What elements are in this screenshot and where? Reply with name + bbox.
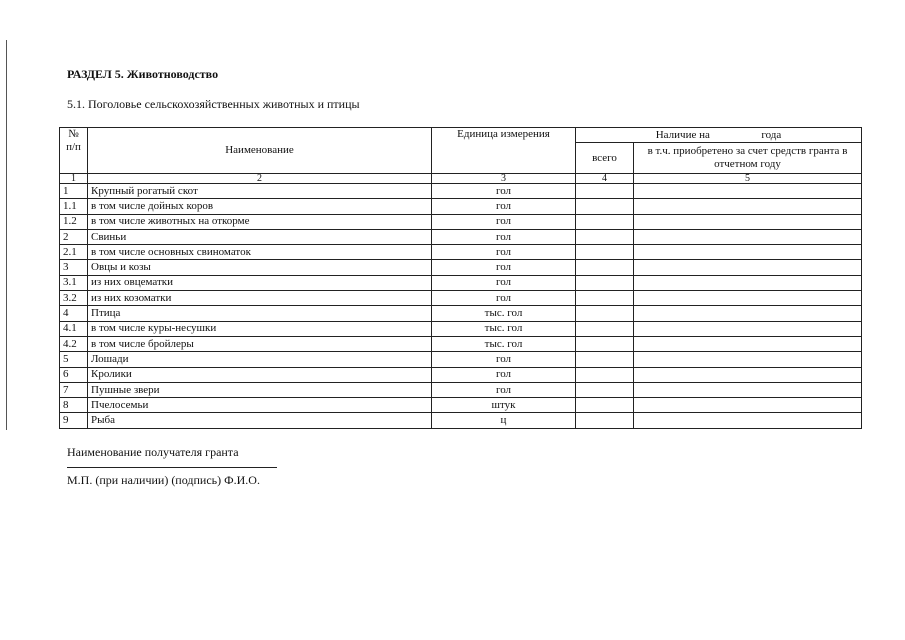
row-unit-cell: гол <box>432 199 576 214</box>
row-name-cell: Пушные звери <box>88 382 432 397</box>
row-grant-cell <box>634 306 862 321</box>
row-name-cell: Овцы и козы <box>88 260 432 275</box>
row-unit-cell: гол <box>432 260 576 275</box>
header-availability-suffix: года <box>761 128 782 141</box>
row-unit-cell: гол <box>432 352 576 367</box>
table-row <box>60 382 862 397</box>
row-name-cell: в том числе бройлеры <box>88 336 432 351</box>
signature-caption: М.П. (при наличии) (подпись) Ф.И.О. <box>67 473 260 487</box>
row-total-cell <box>576 199 634 214</box>
row-total-cell <box>576 245 634 260</box>
row-total-cell <box>576 382 634 397</box>
row-grant-cell <box>634 367 862 382</box>
column-number-row <box>60 174 862 184</box>
header-num: № п/п <box>60 128 88 174</box>
livestock-table <box>59 127 862 429</box>
row-unit-cell: гол <box>432 229 576 244</box>
row-grant-cell <box>634 275 862 290</box>
row-num-cell: 1.1 <box>60 199 88 214</box>
row-num-cell: 8 <box>60 398 88 413</box>
header-name: Наименование <box>88 128 432 174</box>
table-row <box>60 275 862 290</box>
table-row <box>60 214 862 229</box>
livestock-table-body <box>60 128 862 429</box>
table-row <box>60 199 862 214</box>
row-unit-cell: гол <box>432 245 576 260</box>
section-title: РАЗДЕЛ 5. Животноводство <box>67 67 219 81</box>
row-grant-cell <box>634 382 862 397</box>
row-name-cell: Рыба <box>88 413 432 428</box>
row-total-cell <box>576 306 634 321</box>
row-num-cell: 9 <box>60 413 88 428</box>
scan-edge-line <box>6 40 7 430</box>
header-availability-prefix: Наличие на <box>655 128 710 141</box>
row-grant-cell <box>634 352 862 367</box>
row-total-cell <box>576 352 634 367</box>
row-total-cell <box>576 260 634 275</box>
column-number: 3 <box>432 174 576 184</box>
row-total-cell <box>576 275 634 290</box>
row-name-cell: Свиньи <box>88 229 432 244</box>
row-name-cell: в том числе куры-несушки <box>88 321 432 336</box>
row-total-cell <box>576 398 634 413</box>
row-grant-cell <box>634 199 862 214</box>
row-num-cell: 6 <box>60 367 88 382</box>
row-total-cell <box>576 321 634 336</box>
recipient-label: Наименование получателя гранта <box>67 445 239 459</box>
table-row <box>60 336 862 351</box>
row-unit-cell: ц <box>432 413 576 428</box>
row-unit-cell: тыс. гол <box>432 306 576 321</box>
row-total-cell <box>576 367 634 382</box>
row-grant-cell <box>634 184 862 199</box>
column-number: 1 <box>60 174 88 184</box>
row-num-cell: 4.1 <box>60 321 88 336</box>
row-total-cell <box>576 413 634 428</box>
row-name-cell: в том числе дойных коров <box>88 199 432 214</box>
row-name-cell: Пчелосемьи <box>88 398 432 413</box>
row-num-cell: 1.2 <box>60 214 88 229</box>
column-number: 2 <box>88 174 432 184</box>
row-grant-cell <box>634 291 862 306</box>
row-grant-cell <box>634 336 862 351</box>
signature-line <box>67 467 277 468</box>
row-unit-cell: гол <box>432 214 576 229</box>
row-total-cell <box>576 336 634 351</box>
column-number: 5 <box>634 174 862 184</box>
table-row <box>60 398 862 413</box>
row-name-cell: в том числе животных на откорме <box>88 214 432 229</box>
header-grant: в т.ч. приобретено за счет средств гранта в отчетном году <box>634 143 862 174</box>
table-row <box>60 367 862 382</box>
row-grant-cell <box>634 229 862 244</box>
table-row <box>60 291 862 306</box>
row-grant-cell <box>634 260 862 275</box>
row-grant-cell <box>634 245 862 260</box>
row-total-cell <box>576 184 634 199</box>
row-num-cell: 3 <box>60 260 88 275</box>
table-row <box>60 306 862 321</box>
table-row <box>60 245 862 260</box>
header-total: всего <box>576 143 634 174</box>
row-name-cell: Кролики <box>88 367 432 382</box>
row-name-cell: в том числе основных свиноматок <box>88 245 432 260</box>
row-num-cell: 4.2 <box>60 336 88 351</box>
row-grant-cell <box>634 413 862 428</box>
row-total-cell <box>576 214 634 229</box>
row-num-cell: 3.1 <box>60 275 88 290</box>
row-num-cell: 2.1 <box>60 245 88 260</box>
row-name-cell: Лошади <box>88 352 432 367</box>
header-availability <box>576 128 862 143</box>
row-grant-cell <box>634 398 862 413</box>
table-row <box>60 413 862 428</box>
table-row <box>60 352 862 367</box>
column-number: 4 <box>576 174 634 184</box>
row-name-cell: Птица <box>88 306 432 321</box>
row-unit-cell: штук <box>432 398 576 413</box>
row-num-cell: 4 <box>60 306 88 321</box>
table-row <box>60 260 862 275</box>
row-unit-cell: тыс. гол <box>432 336 576 351</box>
row-num-cell: 2 <box>60 229 88 244</box>
row-unit-cell: гол <box>432 291 576 306</box>
row-unit-cell: тыс. гол <box>432 321 576 336</box>
header-unit: Единица измерения <box>432 128 576 174</box>
row-unit-cell: гол <box>432 382 576 397</box>
row-grant-cell <box>634 214 862 229</box>
row-num-cell: 5 <box>60 352 88 367</box>
row-name-cell: из них козоматки <box>88 291 432 306</box>
row-unit-cell: гол <box>432 275 576 290</box>
table-row <box>60 321 862 336</box>
table-row <box>60 229 862 244</box>
row-num-cell: 7 <box>60 382 88 397</box>
row-total-cell <box>576 229 634 244</box>
row-name-cell: из них овцематки <box>88 275 432 290</box>
row-num-cell: 1 <box>60 184 88 199</box>
row-total-cell <box>576 291 634 306</box>
row-num-cell: 3.2 <box>60 291 88 306</box>
subsection-title: 5.1. Поголовье сельскохозяйственных животных и птицы <box>67 97 360 111</box>
table-row <box>60 184 862 199</box>
row-name-cell: Крупный рогатый скот <box>88 184 432 199</box>
row-unit-cell: гол <box>432 367 576 382</box>
row-grant-cell <box>634 321 862 336</box>
row-unit-cell: гол <box>432 184 576 199</box>
header-row-1 <box>60 128 862 143</box>
